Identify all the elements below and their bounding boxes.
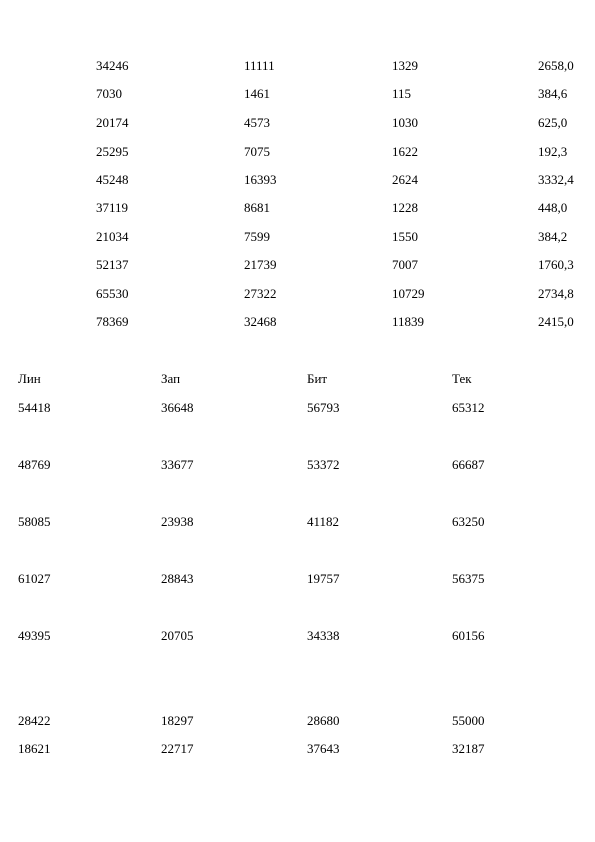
table-cell: 2734,8 (538, 286, 574, 301)
table-cell: 27322 (244, 286, 277, 301)
table-cell: 20705 (161, 628, 194, 643)
table-cell: 23938 (161, 514, 194, 529)
table-cell: 22717 (161, 741, 194, 756)
table-cell: 63250 (452, 514, 485, 529)
table-cell: 54418 (18, 400, 51, 415)
table-cell: 625,0 (538, 115, 568, 130)
table-cell: 11111 (244, 58, 275, 73)
table-cell: 1329 (392, 58, 418, 73)
table-cell: 2415,0 (538, 314, 574, 329)
table-cell: 7599 (244, 229, 270, 244)
table-cell: 384,2 (538, 229, 568, 244)
table-cell: 33677 (161, 457, 194, 472)
table-cell: 25295 (96, 144, 129, 159)
table-cell: 384,6 (538, 86, 568, 101)
table-cell: 56375 (452, 571, 485, 586)
table-cell: 45248 (96, 172, 129, 187)
table-cell: 21739 (244, 257, 277, 272)
table-cell: 49395 (18, 628, 51, 643)
table-cell: 18297 (161, 713, 194, 728)
table-cell: 115 (392, 86, 412, 101)
table-cell: 448,0 (538, 200, 568, 215)
table-cell: 53372 (307, 457, 340, 472)
table-cell: 19757 (307, 571, 340, 586)
table-cell: 21034 (96, 229, 129, 244)
table-cell: 28680 (307, 713, 340, 728)
table-cell: 66687 (452, 457, 485, 472)
table-cell: 60156 (452, 628, 485, 643)
table-cell: 8681 (244, 200, 270, 215)
table-cell: 56793 (307, 400, 340, 415)
table-cell: 7075 (244, 144, 270, 159)
table-cell: 11839 (392, 314, 425, 329)
table-cell: 20174 (96, 115, 129, 130)
table-cell: 18621 (18, 741, 51, 756)
table-cell: 61027 (18, 571, 51, 586)
table-cell: 7030 (96, 86, 122, 101)
table-cell: 1550 (392, 229, 418, 244)
table-cell: 32187 (452, 741, 485, 756)
table-cell: 58085 (18, 514, 51, 529)
table-cell: 32468 (244, 314, 277, 329)
table-cell: 1461 (244, 86, 270, 101)
table-cell: 65530 (96, 286, 129, 301)
table-cell: 78369 (96, 314, 129, 329)
table-cell: 1760,3 (538, 257, 574, 272)
table-cell: 37643 (307, 741, 340, 756)
table-cell: 28843 (161, 571, 194, 586)
column-header: Лин (18, 371, 41, 386)
table-cell: 48769 (18, 457, 51, 472)
table-cell: 37119 (96, 200, 129, 215)
table-cell: 192,3 (538, 144, 568, 159)
table-cell: 16393 (244, 172, 277, 187)
table-cell: 1622 (392, 144, 418, 159)
table-cell: 10729 (392, 286, 425, 301)
table-cell: 52137 (96, 257, 129, 272)
table-cell: 4573 (244, 115, 270, 130)
table-cell: 41182 (307, 514, 340, 529)
column-header: Тек (452, 371, 472, 386)
column-header: Зап (161, 371, 181, 386)
table-cell: 1030 (392, 115, 418, 130)
table-cell: 1228 (392, 200, 418, 215)
table-cell: 34246 (96, 58, 129, 73)
table-cell: 3332,4 (538, 172, 574, 187)
table-cell: 2658,0 (538, 58, 574, 73)
table-cell: 36648 (161, 400, 194, 415)
table-cell: 34338 (307, 628, 340, 643)
table-cell: 55000 (452, 713, 485, 728)
column-header: Бит (307, 371, 328, 386)
table-cell: 7007 (392, 257, 418, 272)
table-cell: 65312 (452, 400, 485, 415)
table-cell: 28422 (18, 713, 51, 728)
table-cell: 2624 (392, 172, 418, 187)
